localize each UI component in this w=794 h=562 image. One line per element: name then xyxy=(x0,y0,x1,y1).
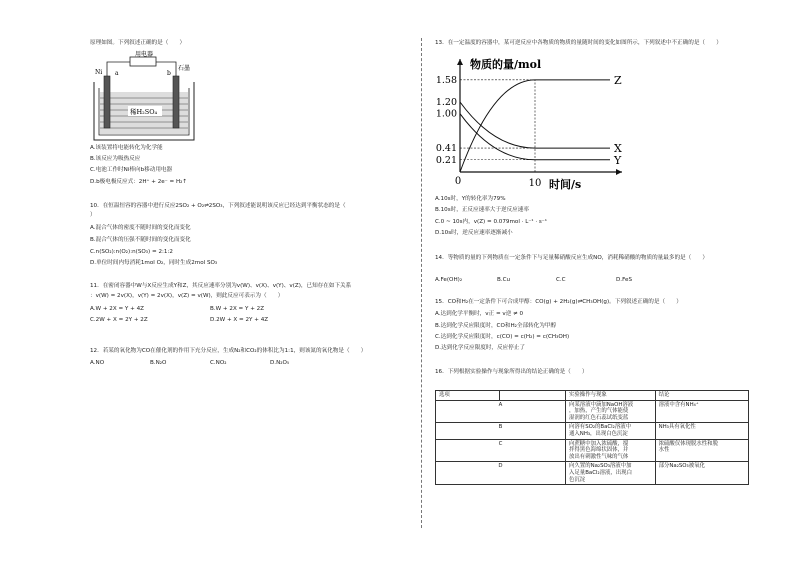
q13-option-d: D.10s时，逆反应速率逐渐减小 xyxy=(435,230,513,236)
q14-option-b: B.Cu xyxy=(497,277,511,283)
x-axis-arrow xyxy=(616,169,622,175)
row-operation: 向蔗糖中加入浓硫酸，搅 拌得黑色海绵状固体，并 放出有刺激性气味的气体 xyxy=(566,439,656,462)
q11-option-d: D.2W + X = 2Y + 4Z xyxy=(210,317,269,323)
x-tick-label: 0 xyxy=(454,176,462,187)
row-option: B xyxy=(436,423,566,439)
table-row xyxy=(436,462,749,485)
q11-stem: 11．在密闭容器中W与X反应生成Y和Z，其反应速率分别为v(W)、v(X)、v(Y)、v(Z)，已知存在如下关系 xyxy=(90,283,352,289)
q14-stem: 14．等物质的量的下列物质在一定条件下与足量稀硝酸反应生成NO，消耗稀硝酸的物质的量最多的是（ ） xyxy=(435,255,709,261)
q13-option-b: B.10s时，正反应速率大于逆反应速率 xyxy=(435,207,529,213)
q9-option-a: A.该装置将电能转化为化学能 xyxy=(90,145,163,151)
q13-stem: 13．在一定温度的容器中，某可逆反应中各物质的物质的量随时间的变化如图所示，下列叙述中不正确的是（ ） xyxy=(435,40,722,46)
row-option: C xyxy=(436,439,566,462)
row-operation: 向某溶液中滴加NaOH溶液 ，加热，产生的气体能使 湿润的红色石蕊试纸变蓝 xyxy=(566,400,656,423)
row-operation: 向溶有SO₂的BaCl₂溶液中 通入NH₃，出现白色沉淀 xyxy=(566,423,656,439)
q12-option-c: C.NO₂ xyxy=(210,360,227,366)
q12-option-d: D.N₂O₅ xyxy=(270,360,290,366)
q11-stem-2: ：v(W) = 2v(X)，v(Y) = 2v(X)，v(Z) = v(W)，则此反应可表示为（ ） xyxy=(90,293,284,299)
row-option: D xyxy=(436,462,566,485)
b-label: b xyxy=(167,70,171,77)
column-divider xyxy=(421,38,422,528)
y-tick-label: 0.21 xyxy=(435,154,457,166)
q10-option-a: A.混合气体的密度不随时间的变化而变化 xyxy=(90,225,191,231)
q11-option-c: C.2W + X = 2Y + 2Z xyxy=(90,317,148,323)
q14-option-d: D.FeS xyxy=(616,277,632,283)
q15-option-b: B.达到化学反应限度时，CO和H₂全部转化为甲醇 xyxy=(435,323,557,329)
series-label: Y xyxy=(614,153,622,167)
q9-stem: 原理如图。下列叙述正确的是（ ） xyxy=(90,40,186,46)
y-tick-label: 1.00 xyxy=(435,108,457,120)
moles-vs-time-chart xyxy=(432,52,632,192)
row-operation: 向久置的Na₂SO₃溶液中加 入足量BaCl₂溶液，出现白 色沉淀 xyxy=(566,462,656,485)
q10-option-d: D.单位时间内每消耗1mol O₂，同时生成2mol SO₃ xyxy=(90,260,218,266)
table-header-row xyxy=(436,391,749,401)
graphite-label: 石墨 xyxy=(178,65,191,72)
header-operation: 实验操作与现象 xyxy=(566,391,656,401)
row-conclusion: 部分Na₂SO₃被氧化 xyxy=(655,462,748,485)
q13-option-c: C.0 ~ 10s内，v(Z) = 0.079mol · L⁻¹ · s⁻¹ xyxy=(435,219,547,225)
q15-option-d: D.达到化学反应限度时，反应停止了 xyxy=(435,345,525,351)
y-tick-label: 1.20 xyxy=(435,97,457,108)
q16-table xyxy=(435,390,749,485)
y-tick-label: 1.58 xyxy=(435,74,457,86)
q10-option-c: C.n(SO₂):n(O₂):n(SO₃) = 2:1:2 xyxy=(90,249,173,255)
q9-option-c: C.电池工作时Ni棒向b移动用电器 xyxy=(90,167,173,173)
q11-option-a: A.W + 2X = Y + 4Z xyxy=(90,306,144,312)
series-label: Z xyxy=(614,73,622,87)
q10-option-b: B.混合气体的压强不随时间的变化而变化 xyxy=(90,237,191,243)
table-row xyxy=(436,439,749,462)
y-tick-label: 0.41 xyxy=(435,143,457,155)
row-conclusion: 溶液中含有NH₄⁺ xyxy=(655,400,748,423)
header-option: 选项 xyxy=(436,391,500,401)
table-row xyxy=(436,400,749,423)
device-label: 用电器 xyxy=(135,51,154,58)
row-option: A xyxy=(436,400,566,423)
y-axis-arrow xyxy=(457,59,463,65)
q13-option-a: A.10s时，Y的转化率为79% xyxy=(435,196,506,202)
a-label: a xyxy=(115,70,119,77)
q10-stem-2: ） xyxy=(90,212,96,218)
q12-option-b: B.N₂O xyxy=(150,360,167,366)
q15-option-a: A.达到化学平衡时，v正 = v逆 ≠ 0 xyxy=(435,311,524,317)
q10-stem: 10．在恒温恒容的容器中进行反应2SO₂ + O₂⇌2SO₃，下列叙述能说明该反应已经达到平衡状态的是（ xyxy=(90,203,346,209)
x-tick-label: 10 xyxy=(528,178,542,189)
ni-label: Ni xyxy=(95,69,103,76)
x-axis-label: 时间/s xyxy=(549,178,582,191)
table-row xyxy=(436,423,749,439)
header-conclusion: 结论 xyxy=(655,391,748,401)
q11-option-b: B.W + 2X = Y + 2Z xyxy=(210,306,265,312)
q12-option-a: A.NO xyxy=(90,360,105,366)
row-conclusion: NH₃具有氧化性 xyxy=(655,423,748,439)
acid-label: 稀H₂SO₄ xyxy=(130,108,158,116)
q15-stem: 15．CO和H₂在一定条件下可合成甲醇：CO(g) + 2H₂(g)⇌CH₃OH(g)。下列叙述正确的是（ ） xyxy=(435,299,682,305)
q12-stem: 12．若某的氧化物为CO在催化剂的作用下充分反应，生成N₂和CO₂的体积比为1:1，则该氮的氧化物是（ ） xyxy=(90,348,367,354)
row-conclusion: 浓硫酸仅体现脱水性和脱 水性 xyxy=(655,439,748,462)
q15-option-c: C.达到化学反应限度时，c(CO) = c(H₂) = c(CH₃OH) xyxy=(435,334,570,340)
q9-option-b: B.该反应为吸热反应 xyxy=(90,156,141,162)
q14-option-c: C.C xyxy=(556,277,566,283)
q16-stem: 16．下列根据实验操作与现象所得出的结论正确的是（ ） xyxy=(435,369,588,375)
battery-figure xyxy=(90,48,200,144)
q14-option-a: A.Fe(OH)₂ xyxy=(435,277,463,283)
series-label: X xyxy=(614,142,622,156)
q9-option-d: D.b极电极反应式：2H⁺ + 2e⁻ = H₂↑ xyxy=(90,179,188,185)
y-axis-label: 物质的量/mol xyxy=(470,58,542,71)
